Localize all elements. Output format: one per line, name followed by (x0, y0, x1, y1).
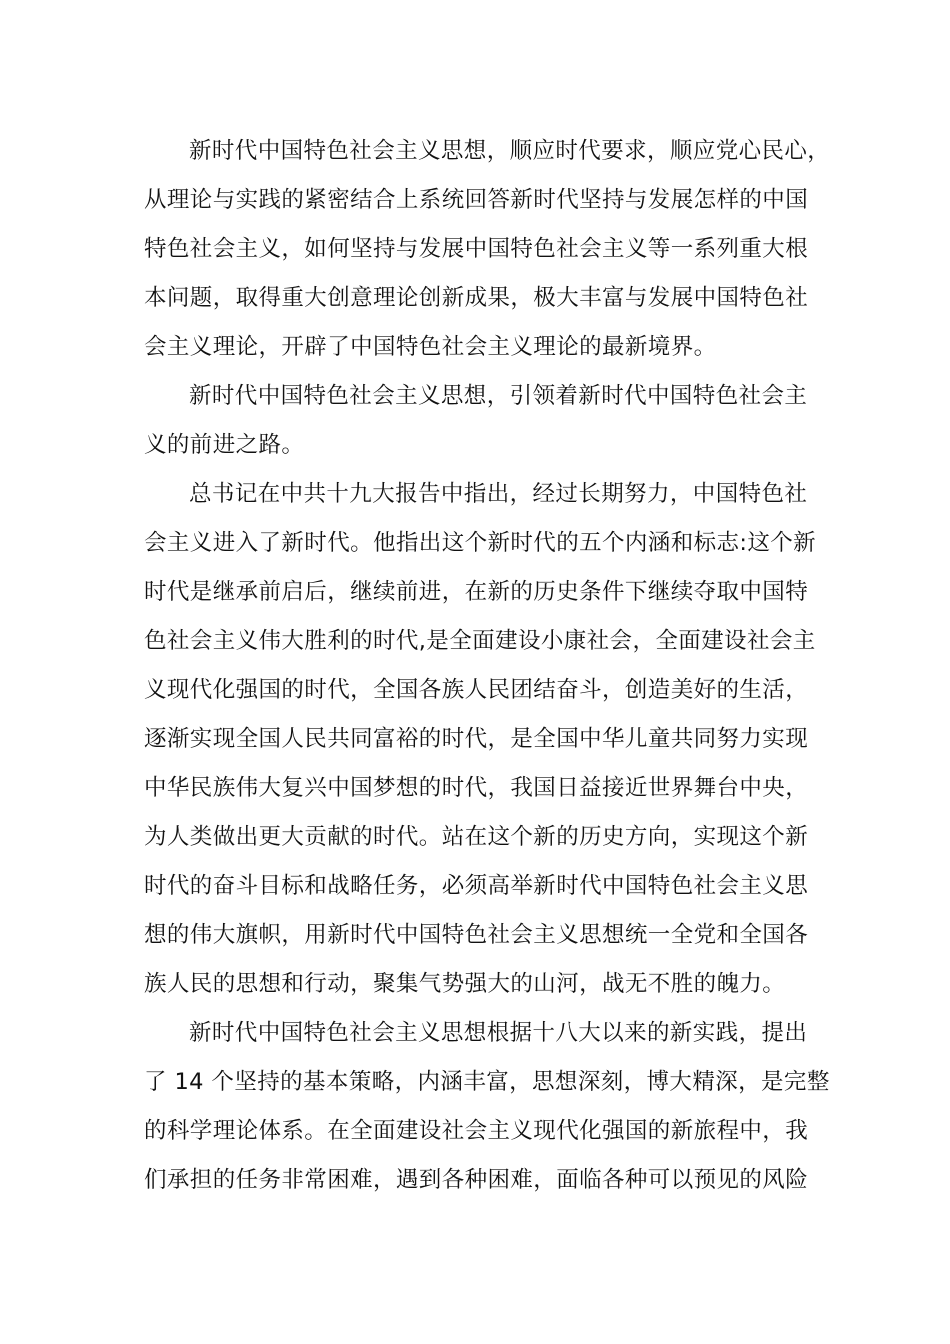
text-line: 们承担的任务非常困难，遇到各种困难，面临各种可以预见的风险 (144, 1167, 809, 1193)
paragraph-2 (144, 372, 808, 470)
text-line: 色社会主义伟大胜利的时代,是全面建设小康社会，全面建设社会主 (144, 628, 816, 654)
paragraph-1 (144, 127, 831, 372)
text-line: 会主义进入了新时代。他指出这个新时代的五个内涵和标志:这个新 (144, 530, 817, 556)
text-line: 义的前进之路。 (144, 432, 305, 458)
text-line: 的科学理论体系。在全面建设社会主义现代化强国的新旅程中，我 (144, 1118, 809, 1144)
text-line: 了 14 个坚持的基本策略，内涵丰富，思想深刻，博大精深，是完整 (144, 1069, 830, 1095)
text-line: 本问题，取得重大创意理论创新成果，极大丰富与发展中国特色社 (144, 285, 809, 311)
text-line: 会主义理论，开辟了中国特色社会主义理论的最新境界。 (144, 334, 717, 360)
text-line: 逐渐实现全国人民共同富裕的时代，是全国中华儿童共同努力实现 (144, 726, 809, 752)
text-line: 中华民族伟大复兴中国梦想的时代，我国日益接近世界舞台中央， (144, 775, 809, 801)
text-line: 时代的奋斗目标和战略任务，必须高举新时代中国特色社会主义思 (144, 873, 809, 899)
text-line: 时代是继承前启后，继续前进，在新的历史条件下继续夺取中国特 (144, 579, 809, 605)
paragraph-4 (144, 1009, 830, 1205)
text-line: 新时代中国特色社会主义思想，引领着新时代中国特色社会主 (189, 383, 808, 409)
text-line: 想的伟大旗帜，用新时代中国特色社会主义思想统一全党和全国各 (144, 922, 809, 948)
text-line: 为人类做出更大贡献的时代。站在这个新的历史方向，实现这个新 (144, 824, 809, 850)
text-line: 总书记在中共十九大报告中指出，经过长期努力，中国特色社 (189, 481, 808, 507)
text-line: 从理论与实践的紧密结合上系统回答新时代坚持与发展怎样的中国 (144, 187, 809, 213)
text-line: 族人民的思想和行动，聚集气势强大的山河，战无不胜的魄力。 (144, 971, 786, 997)
text-line: 特色社会主义，如何坚持与发展中国特色社会主义等一系列重大根 (144, 236, 809, 262)
text-line: 新时代中国特色社会主义思想，顺应时代要求，顺应党心民心， (189, 138, 831, 164)
text-line: 新时代中国特色社会主义思想根据十八大以来的新实践，提出 (189, 1020, 808, 1046)
document-body (144, 127, 831, 1205)
text-line: 义现代化强国的时代，全国各族人民团结奋斗，创造美好的生活， (144, 677, 809, 703)
paragraph-3 (144, 470, 817, 1009)
